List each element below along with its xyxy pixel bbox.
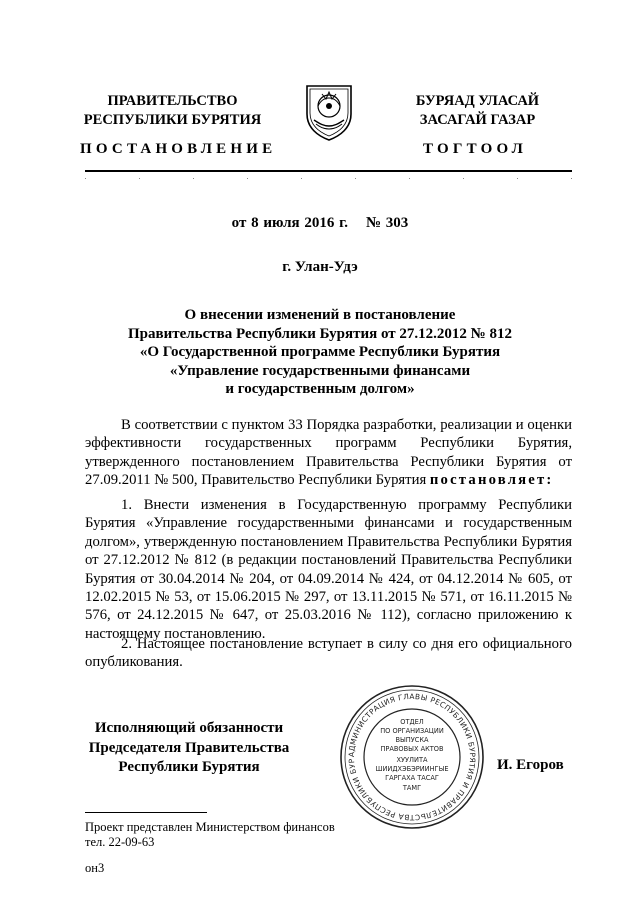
header-divider (85, 170, 572, 172)
signer-position (84, 719, 294, 778)
clause-2-paragraph: 2. Настоящее постановление вступает в силу со дня его официального опубликования. (85, 636, 572, 671)
seal-line-2: ПО ОРГАНИЗАЦИИ (380, 727, 444, 735)
government-name-bua-line2: ЗАСАГАЙ ГАЗАР (419, 112, 536, 128)
signer-name: И. Егоров (497, 757, 564, 773)
decree-word: постановляет: (429, 472, 554, 489)
preamble-paragraph (85, 416, 572, 490)
title-line-5: и государственным долгом» (225, 381, 415, 397)
footnote-prepared-by: Проект представлен Министерством финансов (85, 820, 335, 834)
document-number: № 303 (365, 215, 409, 231)
title-line-2: Правительства Республики Бурятия от 27.12.2012 № 812 (127, 325, 512, 342)
preamble-text: В соответствии с пунктом 33 Порядка разработки, реализации и оценки эффективности государственных программ Республики Бурятия, утвержденного постановлением Правительства Республики Бурятия от 27.09.2011 № 500, Правительство Республики Бурятия (85, 417, 572, 489)
seal-line-8: ТАМГ (402, 784, 422, 792)
official-seal-stamp (337, 682, 487, 832)
footnote-divider (85, 812, 207, 813)
seal-ring-text: АДМИНИСТРАЦИЯ ГЛАВЫ РЕСПУБЛИКИ БУРЯТИЯ И ПРАВИТЕЛЬСТВА РЕСПУБЛИКИ БУР (346, 691, 478, 823)
signer-position-line-3: Республики Бурятия (118, 759, 260, 775)
signer-position-line-1: Исполняющий обязанности (94, 720, 284, 736)
dotted-divider (85, 176, 572, 182)
title-line-4: «Управление государственными финансами (169, 362, 471, 379)
document-title (0, 306, 640, 399)
government-name-ru-line1: ПРАВИТЕЛЬСТВО (107, 93, 238, 109)
seal-line-5: ХУУЛИТА (396, 756, 428, 764)
seal-line-1: ОТДЕЛ (400, 718, 424, 726)
government-name-bua (395, 92, 560, 130)
seal-line-4: ПРАВОВЫХ АКТОВ (380, 745, 444, 753)
government-name-ru (80, 92, 265, 130)
clause-1-paragraph: 1. Внести изменения в Государственную программу Республики Бурятия «Управление государственными финансами и государственным долгом», утвержденную постановлением Правительства Республики Бурятия от 27.12.2012 № 812 (в редакции постановлений Правительства Республики Бурятия от 30.04.2014 № 204, от 04.09.2014 № 424, от 04.12.2014 № 605, от 12.02.2015 № 53, от 15.06.2015 № 297, от 13.11.2015 № 571, от 16.11.2015 № 576, от 24.12.2015 № 647, от 25.03.2016 № 112), согласно приложению к настоящему постановлению. (85, 497, 572, 642)
seal-line-3: ВЫПУСКА (395, 736, 429, 744)
title-line-1: О внесении изменений в постановление (184, 307, 456, 323)
document-kind-ru: ПОСТАНОВЛЕНИЕ (80, 141, 277, 157)
government-name-ru-line2: РЕСПУБЛИКИ БУРЯТИЯ (83, 112, 262, 128)
seal-line-7: ГАРГАХА ТАСАГ (385, 774, 439, 782)
government-name-bua-line1: БУРЯАД УЛАСАЙ (415, 93, 540, 109)
document-date: от 8 июля 2016 г. (231, 215, 348, 231)
document-city: г. Улан-Удэ (282, 259, 358, 275)
document-kind-bua: ТОГТООЛ (423, 141, 527, 157)
coat-of-arms-icon (302, 80, 356, 142)
footnote-phone: тел. 22-09-63 (85, 835, 155, 849)
seal-line-6: ШИИДХЭБЭРИИНГЫЕ (375, 765, 449, 773)
signer-position-line-2: Председателя Правительства (88, 739, 290, 756)
document-date-line (0, 215, 640, 232)
title-line-3: «О Государственной программе Республики Бурятия (139, 344, 501, 360)
footnote-code: он3 (85, 861, 105, 875)
